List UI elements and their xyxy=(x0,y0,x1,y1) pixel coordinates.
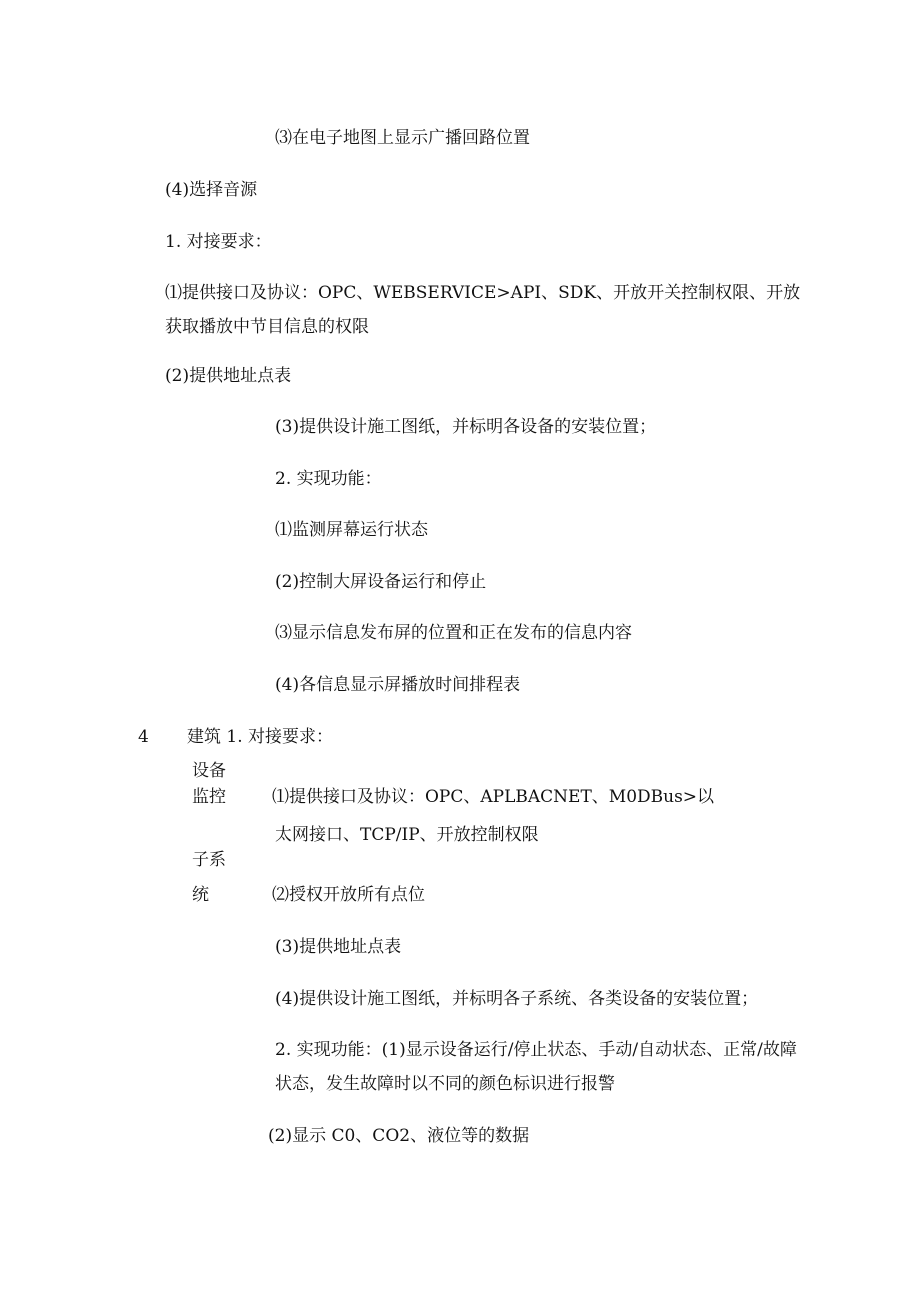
paragraph-broadcast-map: ⑶在电子地图上显示广播回路位置 xyxy=(275,128,530,148)
heading-integration-requirements: 1. 对接要求： xyxy=(165,232,272,252)
side-label-line-4: 统 xyxy=(192,885,209,905)
paragraph-display-co-data: (2)显示 C0、CO2、液位等的数据 xyxy=(268,1126,530,1146)
side-label-line-3: 子系 xyxy=(192,850,226,870)
paragraph-display-info-screen: ⑶显示信息发布屏的位置和正在发布的信息内容 xyxy=(275,623,632,643)
paragraph-bas-address-table: (3)提供地址点表 xyxy=(275,937,402,957)
side-label-line-1: 设备 xyxy=(192,761,226,781)
paragraph-interface-protocols: ⑴提供接口及协议：OPC、WEBSERVICE>API、SDK、开放开关控制权限、开放获取播放中节目信息的权限 xyxy=(165,283,801,337)
side-label-line-2: 监控 xyxy=(192,787,226,807)
paragraph-bas-protocols: ⑴提供接口及协议：OPC、APLBACNET、M0DBus>以 xyxy=(272,787,715,807)
paragraph-bas-functions: 2. 实现功能：(1)显示设备运行/停止状态、手动/自动状态、正常/故障状态，发生故障时以不同的颜色标识进行报警 xyxy=(275,1040,797,1094)
paragraph-schedule-table: (4)各信息显示屏播放时间排程表 xyxy=(275,675,521,695)
heading-building-integration: 建筑 1. 对接要求： xyxy=(187,727,334,747)
heading-functions: 2. 实现功能： xyxy=(275,469,382,489)
paragraph-address-table: (2)提供地址点表 xyxy=(165,366,292,386)
paragraph-bas-protocols-cont: 太网接口、TCP/IP、开放控制权限 xyxy=(275,825,539,845)
paragraph-select-source: (4)选择音源 xyxy=(165,180,258,200)
row-number: 4 xyxy=(138,727,149,747)
paragraph-bas-drawings: (4)提供设计施工图纸，并标明各子系统、各类设备的安装位置； xyxy=(275,989,759,1009)
paragraph-construction-drawings: (3)提供设计施工图纸，并标明各设备的安装位置； xyxy=(275,417,657,437)
paragraph-monitor-screen: ⑴监测屏幕运行状态 xyxy=(275,520,428,540)
paragraph-authorize-points: ⑵授权开放所有点位 xyxy=(272,885,425,905)
paragraph-control-screen: (2)控制大屏设备运行和停止 xyxy=(275,572,487,592)
